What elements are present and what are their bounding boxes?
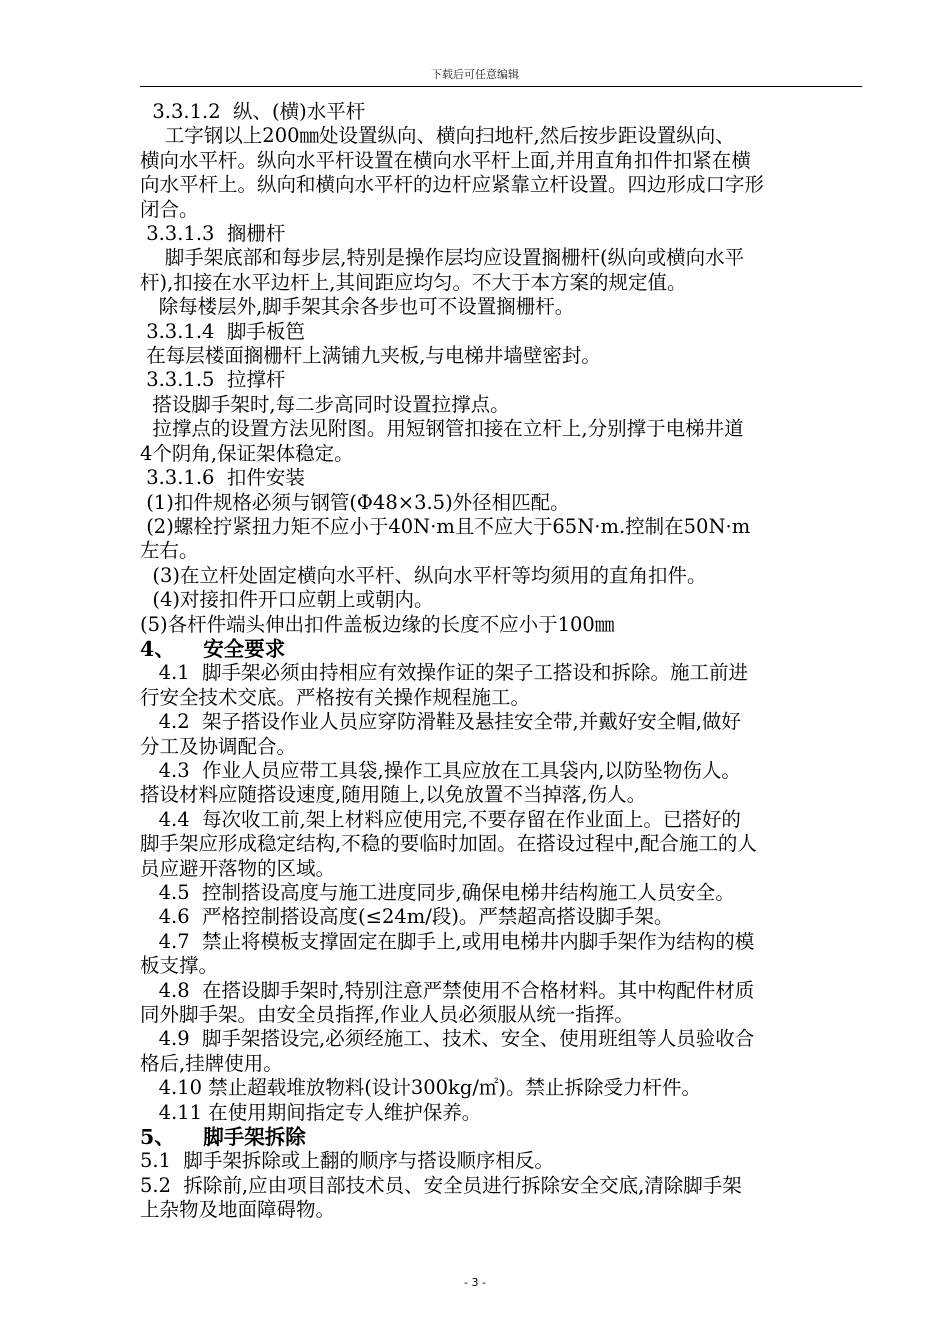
text-line: 除每楼层外,脚手架其余各步也可不设置搁栅杆。 — [140, 295, 575, 319]
section-heading: 5、 脚手架拆除 — [140, 1125, 306, 1150]
text-line: 搭设材料应随搭设速度,随用随上,以免放置不当掉落,伤人。 — [140, 783, 647, 807]
text-line: 横向水平杆。纵向水平杆设置在横向水平杆上面,并用直角扣件扣紧在横 — [140, 148, 751, 172]
text-line: 板支撑。 — [140, 954, 219, 978]
text-line: 4.1 脚手架必须由持相应有效操作证的架子工搭设和拆除。施工前进 — [140, 661, 749, 685]
text-line: 5.2 拆除前,应由项目部技术员、安全员进行拆除安全交底,清除脚手架 — [140, 1173, 742, 1197]
text-line: 工字钢以上200㎜处设置纵向、横向扫地杆,然后按步距设置纵向、 — [140, 124, 735, 148]
text-line: 拉撑点的设置方法见附图。用短钢管扣接在立杆上,分别撑于电梯井道 — [140, 417, 744, 441]
text-line: 4.8 在搭设脚手架时,特别注意严禁使用不合格材料。其中构配件材质 — [140, 978, 755, 1002]
text-line: 在每层楼面搁栅杆上满铺九夹板,与电梯井墙壁密封。 — [140, 344, 601, 368]
text-line: 闭合。 — [140, 197, 199, 221]
text-line: 左右。 — [140, 539, 199, 563]
page-header: 下载后可任意编辑 — [431, 68, 519, 81]
text-line: 4.2 架子搭设作业人员应穿防滑鞋及悬挂安全带,并戴好安全帽,做好 — [140, 710, 741, 734]
section-heading: 4、 安全要求 — [140, 636, 286, 661]
text-line: 分工及协调配合。 — [140, 734, 297, 758]
text-line: 搭设脚手架时,每二步高同时设置拉撑点。 — [140, 392, 510, 416]
text-line: (1)扣件规格必须与钢管(Φ48×3.5)外径相匹配。 — [140, 490, 570, 514]
text-line: 同外脚手架。由安全员指挥,作业人员必须服从统一指挥。 — [140, 1003, 634, 1027]
text-line: 杆),扣接在水平边杆上,其间距应均匀。不大于本方案的规定值。 — [140, 270, 687, 294]
text-line: 格后,挂牌使用。 — [140, 1051, 283, 1075]
text-line: (2)螺栓拧紧扭力矩不应小于40N·m且不应大于65N·m.控制在50N·m — [140, 514, 751, 538]
text-line: 4.10 禁止超载堆放物料(设计300kg/㎡)。禁止拆除受力杆件。 — [140, 1076, 702, 1100]
text-line: 4个阴角,保证架体稳定。 — [140, 441, 354, 465]
text-line: 脚手架底部和每步层,特别是操作层均应设置搁栅杆(纵向或横向水平 — [140, 246, 745, 270]
text-line: 向水平杆上。纵向和横向水平杆的边杆应紧靠立杆设置。四边形成口字形 — [140, 173, 765, 197]
text-line: (5)各杆件端头伸出扣件盖板边缘的长度不应小于100㎜ — [140, 612, 615, 636]
text-line: (4)对接扣件开口应朝上或朝内。 — [140, 588, 434, 612]
text-line: 3.3.1.4 脚手板笆 — [140, 319, 305, 343]
text-line: 上杂物及地面障碍物。 — [140, 1198, 336, 1222]
document-body — [140, 100, 864, 1223]
text-line: 4.4 每次收工前,架上材料应使用完,不要存留在作业面上。已搭好的 — [140, 807, 741, 831]
text-line: 4.7 禁止将模板支撑固定在脚手上,或用电梯井内脚手架作为结构的模 — [140, 929, 755, 953]
text-line: 4.3 作业人员应带工具袋,操作工具应放在工具袋内,以防坠物伤人。 — [140, 758, 741, 782]
text-line: 4.5 控制搭设高度与施工进度同步,确保电梯井结构施工人员安全。 — [140, 881, 735, 904]
text-line: 员应避开落物的区域。 — [140, 856, 336, 880]
page-number: - 3 - — [464, 1276, 486, 1289]
text-line: 3.3.1.3 搁栅杆 — [140, 222, 286, 246]
text-line: 4.9 脚手架搭设完,必须经施工、技术、安全、使用班组等人员验收合 — [140, 1027, 755, 1051]
text-line: (3)在立杆处固定横向水平杆、纵向水平杆等均须用的直角扣件。 — [140, 563, 707, 587]
text-line: 4.11 在使用期间指定专人维护保养。 — [140, 1100, 482, 1124]
text-line: 5.1 脚手架拆除或上翻的顺序与搭设顺序相反。 — [140, 1149, 554, 1173]
header-rule — [140, 86, 862, 87]
text-line: 行安全技术交底。严格按有关操作规程施工。 — [140, 685, 531, 709]
text-line: 4.6 严格控制搭设高度(≤24m/段)。严禁超高搭设脚手架。 — [140, 905, 674, 929]
text-line: 3.3.1.5 拉撑杆 — [140, 368, 286, 392]
text-line: 3.3.1.2 纵、(横)水平杆 — [140, 100, 366, 123]
text-line: 脚手架应形成稳定结构,不稳的要临时加固。在搭设过程中,配合施工的人 — [140, 832, 757, 856]
text-line: 3.3.1.6 扣件安装 — [140, 466, 305, 490]
